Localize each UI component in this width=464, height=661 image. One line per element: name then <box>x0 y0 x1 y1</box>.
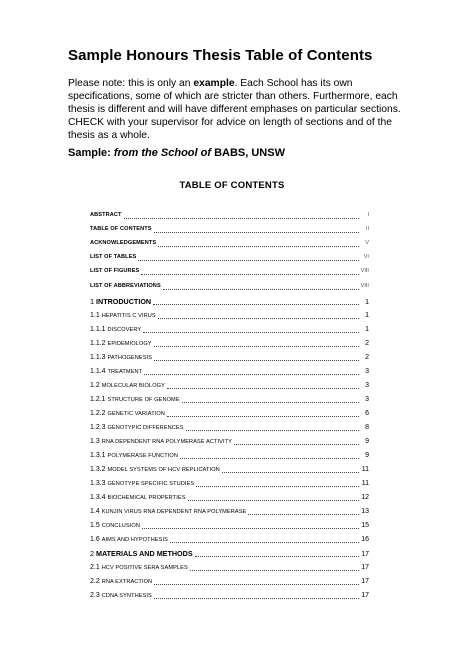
sample-suffix: BABS, UNSW <box>211 147 285 159</box>
dot-leader <box>170 542 359 543</box>
dot-leader <box>188 500 359 501</box>
dot-leader <box>167 388 359 389</box>
dot-leader <box>163 289 359 290</box>
toc-entry: 1.3.2 MODEL SYSTEMS OF HCV REPLICATION 11 <box>90 466 369 473</box>
toc-entry-acknowledgements: ACKNOWLEDGEMENTS V <box>90 240 369 246</box>
dot-leader <box>248 514 359 515</box>
toc-entry-list-of-tables: LIST OF TABLES VI <box>90 254 369 260</box>
toc-entry: 1.2.3 GENOTYPIC DIFFERENCES 8 <box>90 424 369 431</box>
dot-leader <box>234 444 359 445</box>
toc-chapter-introduction: 1 INTRODUCTION 1 <box>90 297 369 306</box>
dot-leader <box>144 374 359 375</box>
toc-entry: 1.1 HEPATITIS C VIRUS 1 <box>90 312 369 319</box>
dot-leader <box>167 416 359 417</box>
dot-leader <box>154 598 359 599</box>
toc-chapter-materials-and-methods: 2 MATERIALS AND METHODS 17 <box>90 549 369 558</box>
dot-leader <box>142 528 359 529</box>
toc-entry: 1.3.4 BIOCHEMICAL PROPERTIES 12 <box>90 494 369 501</box>
dot-leader <box>154 360 359 361</box>
sample-line <box>68 147 285 159</box>
dot-leader <box>180 458 359 459</box>
toc-entry-list-of-abbreviations: LIST OF ABBREVIATIONS VIII <box>90 283 369 289</box>
toc-entry: 1.6 AIMS AND HYPOTHESIS 16 <box>90 536 369 543</box>
toc-entry: 1.5 CONCLUSION 15 <box>90 522 369 529</box>
sample-middle: from the School of <box>113 147 212 159</box>
sample-prefix: Sample: <box>68 147 114 159</box>
toc-entry: 1.2 MOLECULAR BIOLOGY 3 <box>90 382 369 389</box>
dot-leader <box>158 318 359 319</box>
dot-leader <box>158 246 359 247</box>
toc-entry: 1.3.3 GENOTYPE SPECIFIC STUDIES 11 <box>90 480 369 487</box>
toc-entry: 1.2.2 GENETIC VARIATION 6 <box>90 410 369 417</box>
dot-leader <box>154 584 359 585</box>
toc-entry: 1.1.4 TREATMENT 3 <box>90 368 369 375</box>
note-emphasis: example <box>193 78 235 89</box>
dot-leader <box>141 274 358 275</box>
dot-leader <box>154 232 359 233</box>
toc-entry: 1.3 RNA DEPENDENT RNA POLYMERASE ACTIVITY 9 <box>90 438 369 445</box>
toc-entry-table-of-contents: TABLE OF CONTENTS II <box>90 226 369 232</box>
dot-leader <box>182 402 359 403</box>
toc-entry: 1.1.2 EPIDEMIOLOGY 2 <box>90 340 369 347</box>
dot-leader <box>143 332 359 333</box>
dot-leader <box>124 218 359 219</box>
toc-entry: 1.4 KUNJIN VIRUS RNA DEPENDENT RNA POLYMERASE 13 <box>90 508 369 515</box>
dot-leader <box>196 486 359 487</box>
toc-entry: 1.3.1 POLYMERASE FUNCTION 9 <box>90 452 369 459</box>
toc-entry: 1.2.1 STRUCTURE OF GENOME 3 <box>90 396 369 403</box>
dot-leader <box>138 260 359 261</box>
toc-entry-abstract: ABSTRACT I <box>90 212 369 218</box>
toc-entry: 2.3 CDNA SYNTHESIS 17 <box>90 592 369 599</box>
toc-entry: 2.2 RNA EXTRACTION 17 <box>90 578 369 585</box>
note-intro: Please note: this is only an <box>68 78 194 89</box>
dot-leader <box>154 346 359 347</box>
toc-entry: 1.1.1 DISCOVERY 1 <box>90 326 369 333</box>
dot-leader <box>222 472 359 473</box>
dot-leader <box>186 430 359 431</box>
toc-entry-list-of-figures: LIST OF FIGURES VIII <box>90 268 369 274</box>
toc-heading: TABLE OF CONTENTS <box>179 180 285 191</box>
document-title: Sample Honours Thesis Table of Contents <box>68 47 373 64</box>
note-paragraph <box>68 77 408 142</box>
dot-leader <box>190 570 359 571</box>
dot-leader <box>153 304 359 305</box>
dot-leader <box>195 556 359 557</box>
toc-entry: 2.1 HCV POSITIVE SERA SAMPLES 17 <box>90 564 369 571</box>
toc-entry: 1.1.3 PATHOGENESIS 2 <box>90 354 369 361</box>
note-rest: . Each School has its own specifications, some of which are stricter than others. Furthermore, each thesis is different and will have different emphases on particular sections. CHECK with your supervisor for advice on length of sections and of the thesis as a whole. <box>68 78 401 141</box>
